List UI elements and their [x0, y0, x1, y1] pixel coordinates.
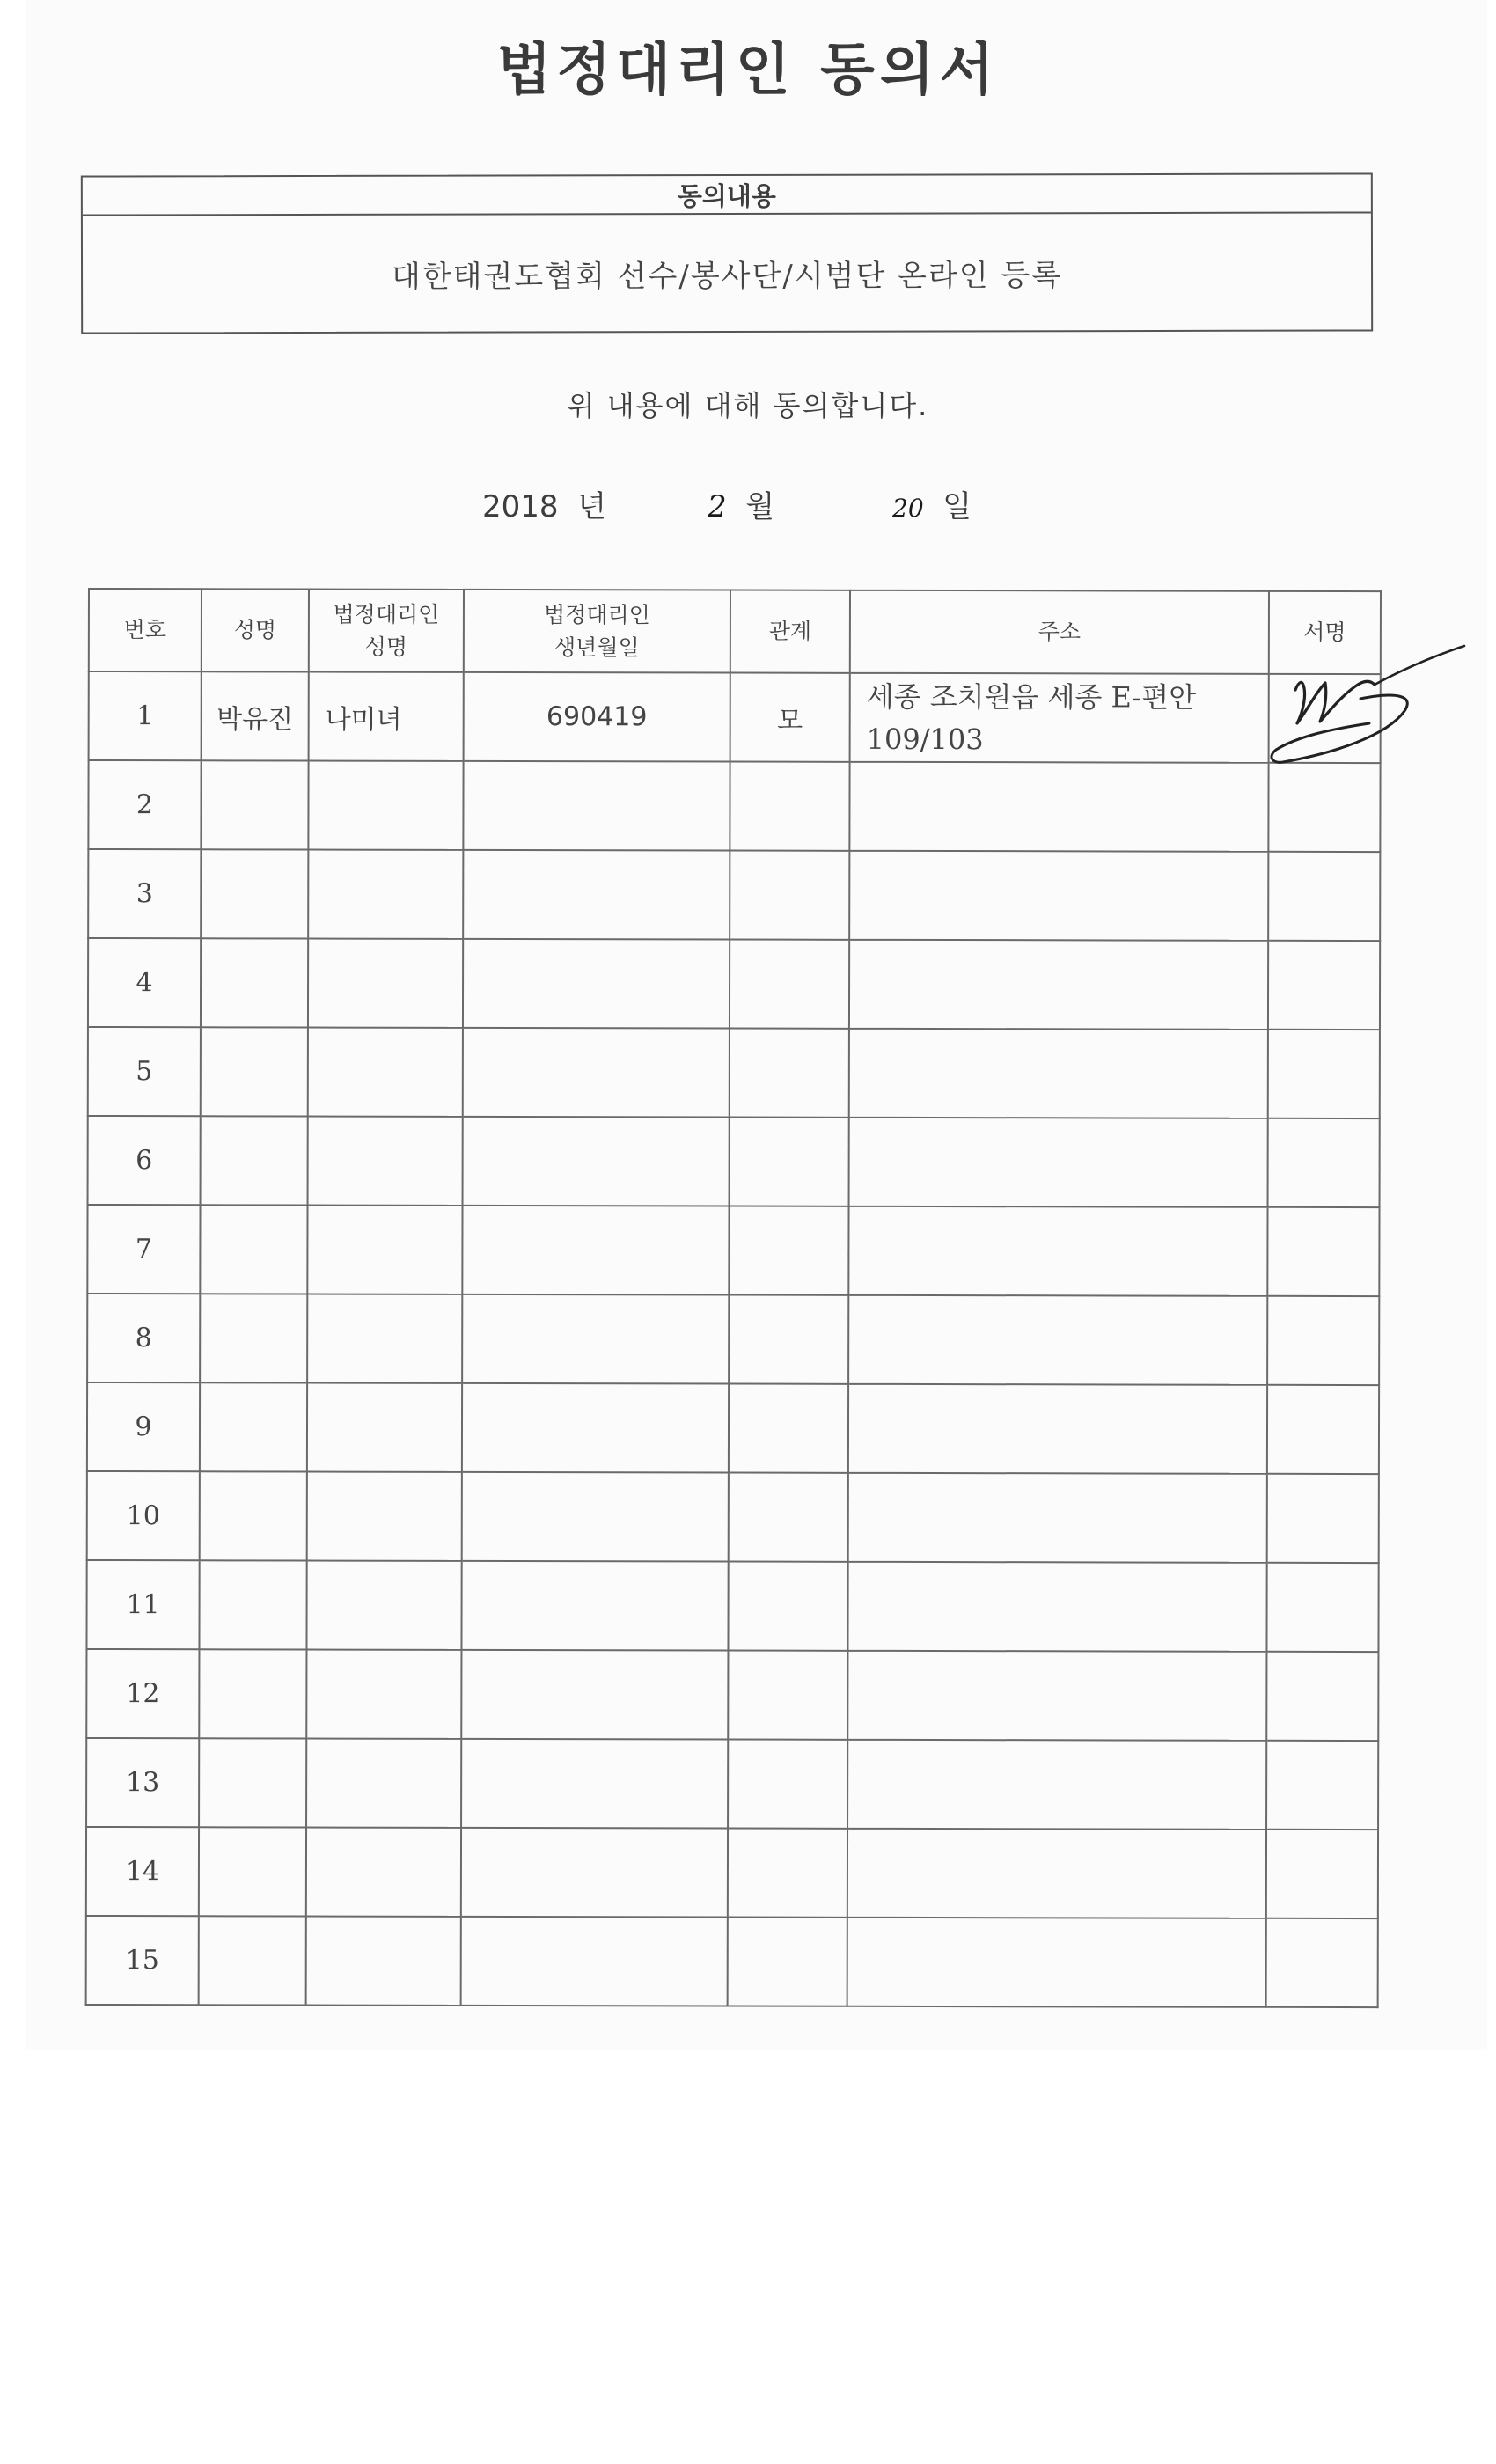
cell-no: 7 — [87, 1205, 200, 1294]
date-day-value: 20 — [892, 494, 924, 523]
cell-guardian-name: 나미녀 — [309, 672, 464, 761]
cell-signature — [1266, 1741, 1378, 1830]
cell-guardian-name — [307, 1294, 462, 1383]
cell-signature — [1266, 1563, 1378, 1652]
cell-guardian-name — [306, 1828, 461, 1917]
table-row — [87, 1294, 1379, 1385]
cell-name: 박유진 — [202, 671, 309, 760]
agreement-statement: 위 내용에 대해 동의합니다. — [567, 389, 929, 422]
cell-relation — [728, 1651, 847, 1740]
cell-guardian-name — [308, 939, 463, 1028]
cell-address — [847, 1562, 1266, 1652]
cell-signature — [1267, 1385, 1379, 1474]
cell-guardian-birth — [462, 1206, 729, 1295]
cell-relation — [728, 1740, 847, 1829]
cell-guardian-name — [308, 850, 463, 939]
cell-no: 11 — [86, 1560, 199, 1649]
table-row — [88, 849, 1380, 941]
cell-address-line2: 109/103 — [866, 722, 984, 756]
cell-name — [200, 1294, 307, 1382]
table-row — [87, 1382, 1379, 1474]
cell-relation — [730, 851, 849, 940]
cell-relation — [730, 1029, 849, 1118]
header-guardian-birth — [464, 590, 730, 673]
cell-address — [850, 673, 1269, 763]
cell-guardian-birth — [461, 1828, 728, 1918]
cell-address — [847, 1829, 1266, 1918]
header-guardian-birth-line1: 법정대리인 — [544, 601, 650, 627]
date-month-value: 2 — [708, 489, 727, 524]
table-row — [86, 1916, 1378, 2007]
cell-name — [199, 1916, 306, 2005]
cell-name — [201, 1027, 308, 1116]
header-guardian-name — [309, 590, 464, 672]
date-day-label: 일 — [942, 489, 972, 524]
cell-guardian-name — [306, 1739, 461, 1828]
table-row — [86, 1738, 1378, 1830]
cell-signature — [1266, 1918, 1378, 2007]
cell-signature — [1268, 1030, 1380, 1118]
date-year-value: 2018 — [482, 489, 559, 524]
cell-no: 9 — [87, 1382, 200, 1471]
cell-guardian-name — [308, 1028, 463, 1117]
cell-signature — [1267, 1207, 1379, 1296]
cell-name — [201, 849, 308, 938]
cell-address — [849, 1029, 1268, 1118]
cell-guardian-birth — [461, 1561, 728, 1651]
cell-address — [849, 762, 1268, 852]
cell-name — [201, 760, 308, 849]
cell-guardian-birth — [462, 1294, 729, 1384]
cell-address — [847, 1651, 1266, 1741]
cell-no: 13 — [86, 1738, 199, 1827]
cell-guardian-name — [308, 761, 463, 850]
cell-address — [849, 851, 1268, 941]
cell-no: 15 — [86, 1916, 199, 2005]
cell-signature — [1268, 1118, 1380, 1207]
cell-relation — [729, 1473, 848, 1562]
cell-guardian-birth — [463, 939, 730, 1029]
cell-relation — [729, 1295, 848, 1384]
cell-no: 4 — [88, 938, 201, 1027]
cell-guardian-name — [306, 1917, 461, 2006]
date-year — [482, 482, 606, 525]
cell-signature — [1266, 1652, 1378, 1741]
cell-no: 3 — [88, 849, 201, 938]
cell-relation — [729, 1206, 848, 1295]
cell-address — [849, 940, 1268, 1030]
cell-no: 6 — [88, 1116, 201, 1205]
cell-guardian-birth — [463, 761, 730, 851]
cell-relation: 모 — [730, 673, 850, 762]
cell-name — [199, 1738, 306, 1827]
cell-address — [847, 1918, 1266, 2007]
handwritten-signature — [1264, 637, 1466, 778]
cell-address — [848, 1295, 1267, 1385]
header-guardian-birth-line2: 생년월일 — [554, 634, 640, 661]
cell-guardian-name — [306, 1561, 461, 1650]
cell-guardian-birth — [463, 1028, 730, 1118]
table-row — [87, 1471, 1379, 1563]
cell-guardian-name — [307, 1472, 462, 1561]
cell-guardian-name — [308, 1117, 463, 1206]
cell-guardian-birth — [461, 1739, 728, 1829]
cell-signature — [1267, 1474, 1379, 1563]
cell-relation — [730, 762, 849, 851]
cell-relation — [730, 1118, 849, 1206]
cell-name — [199, 1649, 306, 1738]
cell-signature — [1268, 852, 1380, 941]
cell-name — [199, 1560, 306, 1649]
cell-address — [848, 1206, 1267, 1296]
cell-address — [848, 1473, 1267, 1563]
header-relation: 관계 — [730, 590, 850, 673]
cell-guardian-birth: 690419 — [464, 672, 730, 762]
cell-relation — [728, 1829, 847, 1918]
cell-name — [199, 1827, 306, 1916]
table-row — [88, 1027, 1380, 1118]
cell-no: 2 — [88, 760, 201, 849]
cell-relation — [730, 940, 849, 1029]
cell-signature — [1268, 941, 1380, 1030]
cell-relation — [728, 1562, 847, 1651]
cell-no: 5 — [88, 1027, 201, 1116]
cell-guardian-birth — [462, 1472, 729, 1562]
table-header-row — [89, 589, 1381, 674]
cell-no: 8 — [87, 1294, 200, 1382]
date-day — [892, 482, 972, 525]
cell-no: 1 — [89, 671, 202, 760]
header-guardian-name-line1: 법정대리인 — [333, 601, 440, 627]
cell-guardian-name — [307, 1206, 462, 1294]
header-no: 번호 — [89, 589, 202, 671]
cell-name — [200, 1382, 307, 1471]
table-row — [88, 760, 1380, 852]
consent-box — [81, 172, 1373, 334]
header-address: 주소 — [850, 590, 1269, 674]
document-title: 법정대리인 동의서 — [496, 38, 1000, 103]
cell-guardian-birth — [463, 1117, 730, 1206]
table-row — [89, 671, 1381, 763]
guardian-table — [85, 588, 1382, 2008]
cell-address-line1: 세종 조치원읍 세종 E-편안 — [866, 679, 1197, 715]
date-month-label: 월 — [745, 489, 775, 524]
header-name: 성명 — [202, 589, 309, 671]
cell-name — [200, 1205, 307, 1294]
header-guardian-name-line2: 성명 — [364, 634, 408, 660]
cell-no: 14 — [86, 1827, 199, 1916]
date-year-label: 년 — [577, 489, 607, 524]
cell-address — [849, 1118, 1268, 1207]
cell-guardian-birth — [461, 1650, 728, 1740]
cell-signature — [1266, 1830, 1378, 1918]
table-row — [88, 1116, 1380, 1207]
table-row — [86, 1649, 1378, 1741]
table-row — [86, 1560, 1378, 1652]
cell-name — [200, 1471, 307, 1560]
cell-signature — [1267, 1296, 1379, 1385]
cell-name — [201, 1116, 308, 1205]
table-row — [87, 1205, 1379, 1296]
date-month — [708, 482, 774, 525]
table-row — [86, 1827, 1378, 1918]
consent-content: 대한태권도협회 선수/봉사단/시범단 온라인 등록 — [391, 257, 1063, 295]
consent-heading: 동의내용 — [83, 174, 1371, 216]
header-signature: 서명 — [1269, 591, 1381, 674]
cell-no: 12 — [86, 1649, 199, 1738]
cell-guardian-birth — [462, 1383, 729, 1473]
table-row — [88, 938, 1380, 1030]
cell-address — [847, 1740, 1266, 1830]
cell-guardian-name — [307, 1383, 462, 1472]
cell-address — [848, 1384, 1267, 1474]
cell-guardian-name — [306, 1650, 461, 1739]
cell-relation — [729, 1384, 848, 1473]
cell-guardian-birth — [461, 1917, 728, 2006]
cell-guardian-birth — [463, 850, 730, 940]
cell-relation — [728, 1918, 847, 2006]
cell-name — [201, 938, 308, 1027]
cell-no: 10 — [87, 1471, 200, 1560]
